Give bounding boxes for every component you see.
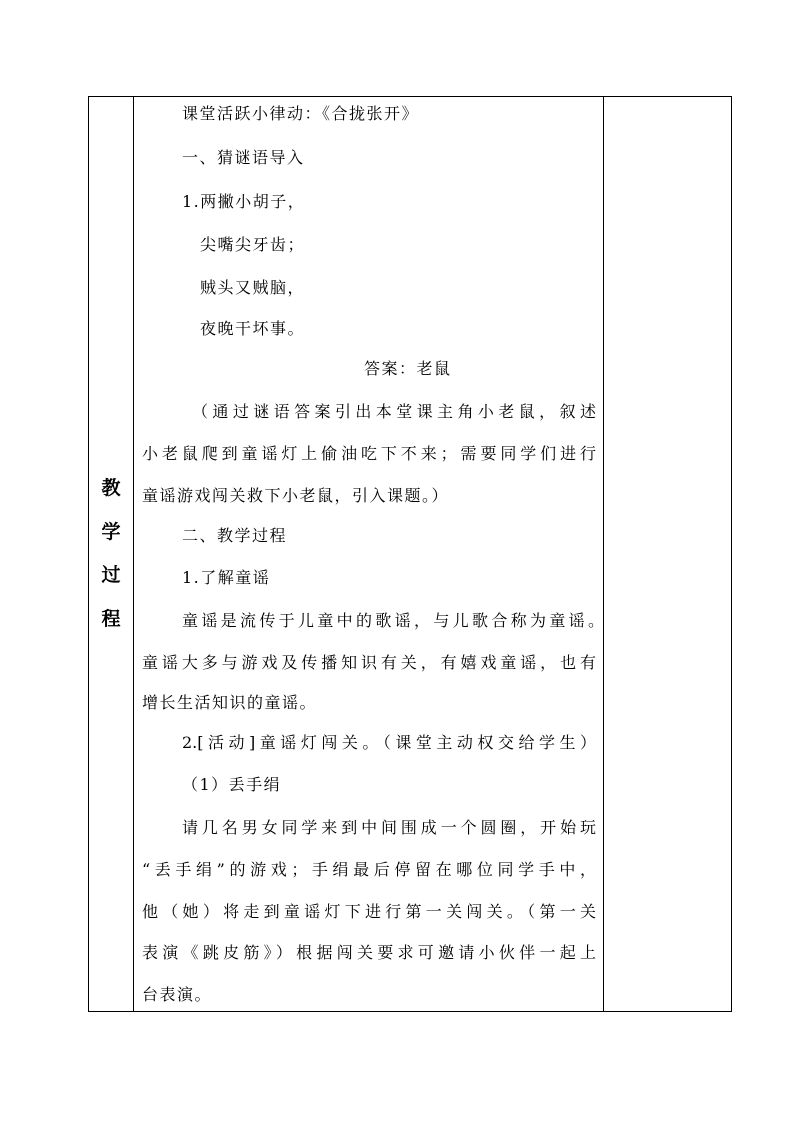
section-label-char: 学 bbox=[101, 520, 121, 543]
section-label-teaching-process bbox=[89, 467, 133, 641]
section-label-char: 过 bbox=[101, 564, 121, 586]
rhyme-definition-line-3: 增长生活知识的童谣。 bbox=[142, 693, 318, 712]
riddle-line-3: 贼头又贼脑， bbox=[200, 278, 306, 297]
activity-description-line-4: 表演《跳皮筋》）根据闯关要求可邀请小伙伴一起上 bbox=[142, 943, 596, 962]
column-divider-right bbox=[603, 97, 604, 1011]
activity-subheading-handkerchief: （1）丢手绢 bbox=[182, 775, 282, 794]
activity-description-line-1: 请几名男女同学来到中间围成一个圆圈，开始玩 bbox=[182, 818, 596, 837]
section-label-char: 教 bbox=[101, 477, 121, 499]
heading-riddle-intro: 一、猜谜语导入 bbox=[182, 148, 305, 167]
rhyme-definition-line-2: 童谣大多与游戏及传播知识有关，有嬉戏童谣，也有 bbox=[142, 653, 596, 672]
column-divider-left bbox=[133, 97, 134, 1011]
activity-heading: 2.[活动]童谣灯闯关。（课堂主动权交给学生） bbox=[182, 733, 596, 752]
activity-description-line-3: 他（她）将走到童谣灯下进行第一关闯关。（第一关 bbox=[142, 902, 596, 921]
riddle-line-4: 夜晚干坏事。 bbox=[200, 319, 306, 338]
riddle-note-line-2: 小老鼠爬到童谣灯上偷油吃下不来；需要同学们进行 bbox=[142, 444, 596, 463]
riddle-answer: 答案：老鼠 bbox=[364, 359, 452, 378]
riddle-note-line-1: （通过谜语答案引出本堂课主角小老鼠，叙述 bbox=[192, 402, 596, 421]
section-label-char: 程 bbox=[101, 607, 121, 630]
activity-description-line-2: “丢手绢”的游戏；手绢最后停留在哪位同学手中， bbox=[142, 860, 596, 879]
riddle-note-line-3: 童谣游戏闯关救下小老鼠，引入课题。） bbox=[142, 486, 450, 505]
subheading-understand-nursery-rhymes: 1.了解童谣 bbox=[182, 568, 271, 587]
riddle-line-1: 1.两撇小胡子， bbox=[182, 192, 306, 211]
riddle-line-2: 尖嘴尖牙齿； bbox=[200, 235, 306, 254]
warmup-activity-line: 课堂活跃小律动：《合拢张开》 bbox=[182, 104, 420, 123]
lesson-plan-table bbox=[88, 96, 732, 1012]
activity-description-line-5: 台表演。 bbox=[142, 985, 213, 1004]
heading-teaching-process: 二、教学过程 bbox=[182, 526, 288, 545]
rhyme-definition-line-1: 童谣是流传于儿童中的歌谣，与儿歌合称为童谣。 bbox=[182, 611, 604, 630]
